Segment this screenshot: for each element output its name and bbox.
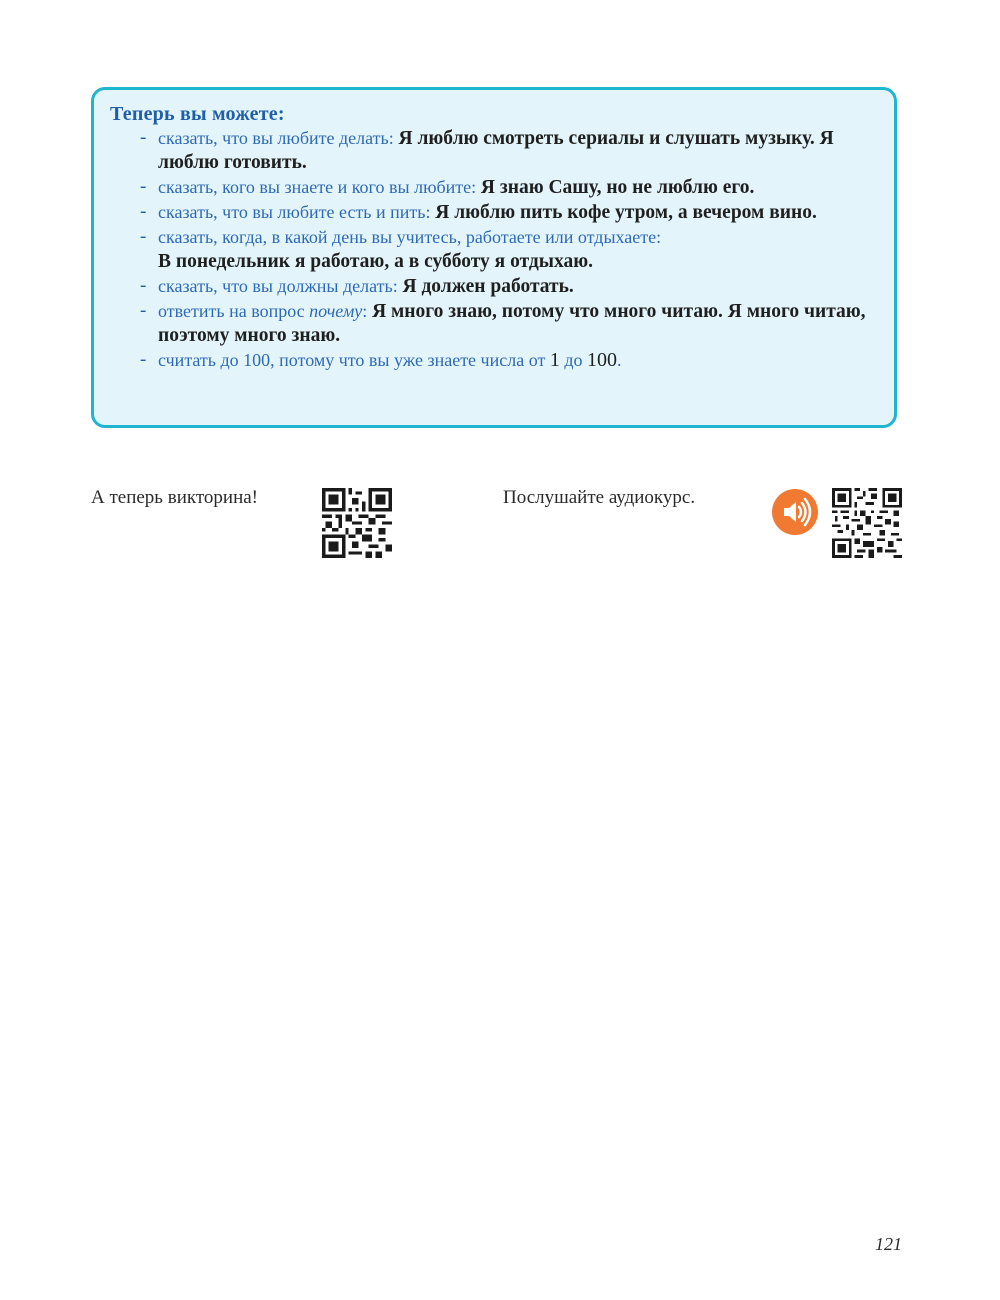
- item-example: Я люблю пить кофе утром, а вечером вино.: [435, 202, 817, 223]
- list-dash: -: [140, 176, 147, 197]
- list-item: [110, 348, 878, 373]
- item-prompt-text: ответить на вопрос: [158, 301, 305, 321]
- qr-code-icon[interactable]: [832, 488, 902, 558]
- item-example: В понедельник я работаю, а в субботу я отдыхаю.: [158, 251, 594, 272]
- list-item: [110, 126, 878, 175]
- qr-code-icon[interactable]: [322, 488, 392, 558]
- item-prompt-text: , потому что вы уже знаете числа от: [270, 350, 546, 370]
- item-prompt-text: до: [564, 350, 583, 370]
- list-dash: -: [140, 127, 147, 148]
- list-item: [110, 200, 878, 225]
- item-prompt: сказать, кого вы знаете и кого вы любите:: [158, 177, 477, 197]
- list-dash: -: [140, 275, 147, 296]
- item-prompt: сказать, что вы любите есть и пить:: [158, 202, 431, 222]
- item-prompt-text: считать до: [158, 350, 239, 370]
- item-example: Я люблю смотреть сериалы и слушать музыку. Я люблю готовить.: [158, 128, 834, 173]
- list-dash: -: [140, 226, 147, 247]
- item-example: Я должен работать.: [402, 276, 574, 297]
- summary-box: [91, 87, 897, 428]
- audio-course-text: Послушайте аудиокурс.: [503, 487, 696, 508]
- item-prompt-italic: почему: [309, 301, 363, 321]
- list-item: [110, 299, 878, 348]
- item-prompt: сказать, когда, в какой день вы учитесь, работаете или отдыхаете:: [158, 227, 662, 247]
- number-100: 100: [243, 350, 271, 370]
- list-dash: -: [140, 201, 147, 222]
- page-number: 121: [875, 1234, 902, 1254]
- list-item: [110, 274, 878, 299]
- list-item: [110, 225, 878, 274]
- item-prompt: сказать, что вы любите делать:: [158, 128, 394, 148]
- speaker-icon[interactable]: [772, 489, 818, 535]
- quiz-text: А теперь викторина!: [91, 487, 258, 508]
- number-1: 1: [549, 349, 560, 371]
- item-prompt-end: .: [617, 350, 622, 370]
- item-prompt-colon: :: [362, 301, 368, 321]
- summary-title: Теперь вы можете:: [110, 103, 285, 125]
- item-prompt: сказать, что вы должны делать:: [158, 276, 398, 296]
- list-item: [110, 175, 878, 200]
- number-100: 100: [587, 349, 617, 371]
- item-prompt: [158, 350, 622, 370]
- item-example: Я много знаю, потому что много читаю. Я много читаю, поэтому много знаю.: [158, 301, 866, 346]
- item-prompt: [158, 301, 367, 321]
- list-dash: -: [140, 349, 147, 370]
- list-dash: -: [140, 300, 147, 321]
- item-example: Я знаю Сашу, но не люблю его.: [480, 177, 755, 198]
